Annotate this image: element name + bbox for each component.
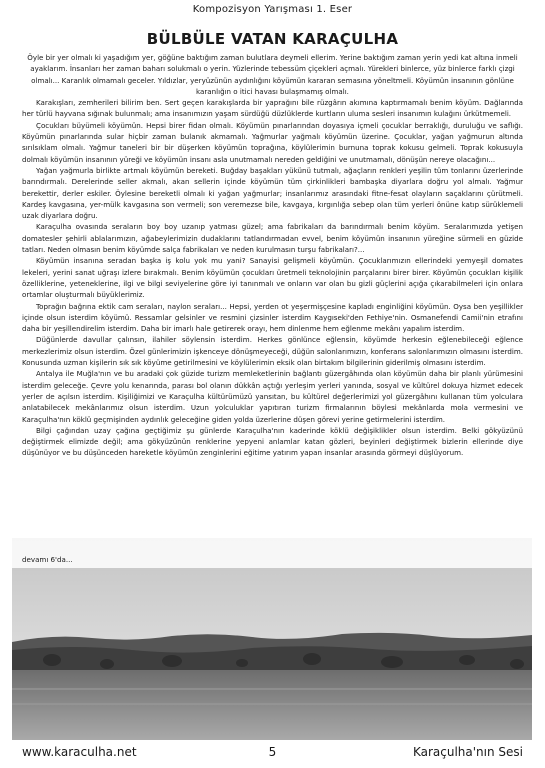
intro-paragraph: Öyle bir yer olmalı ki yaşadığım yer, göğüne baktığım zaman bulutlara deymeli ellerim. Yerine baktığım zaman yerin yedi kat altına inmeli ayaklarım. İnsanları her zaman baharı solukmalı o yerin. Yüzlerinde tebessüm çiçekleri açmalı. Yürekleri binlerce, yüz binlerce farklı çizgi olmalı... Karanlık olmamalı geceler. Yıldızlar, yeryüzünün aydınlığını köyümün kararan semasına yöneltmeli. Köyümün insanının gönlüne karanlığın o itici havası bulaşmamış olmalı. (27, 53, 518, 96)
article-body (22, 52, 523, 459)
text-overlay-band (12, 538, 532, 568)
paragraph: Karakışları, zemherileri bilirim ben. Sert geçen karakışlarda bir yaprağını bile rüzgârın akımına kaptırmamalı benim köyüm. Dağlarında her türlü hayvana sığınak bulunmalı; ama insanımızın yaşam sürdüğü düzlüklerde kurtların uluma sesleri insanımın kulağını ürkütmemeli. (22, 98, 523, 119)
landscape-photo (12, 538, 532, 740)
paragraph: Düğünlerde davullar çalınsın, ilahiler söylensin isterdim. Herkes gönlünce eğlensin, köyümde herkesin eğlenebileceği eğlence merkezlerimiz olsun isterdim. Özel günlerimizin işkenceye dönüşmeyeceği, düğün salonlarımızın, konferans salonlarımızın olmasını isterdim. Konusunda uzman kişilerin sık sık köyüme getirilmesini ve köylülerimin eksik olan birtakım bilgilerinin giderilmiş olmasını isterdim. (22, 335, 523, 368)
landscape-illustration (12, 538, 532, 740)
paragraph: Yağan yağmurla birlikte artmalı köyümün bereketi. Buğday başakları yükünü tutmalı, ağaçların renkleri yeşilin tüm tonlarını üzerlerinde barındırmalı. Derelerinde seller akmalı, akan sellerin içinde köyümün tüm çirkinlikleri bambaşka diyarlara doğru yol almalı. Yağmur berekettir, derler eskiler. Öylesine bereketli olmalı ki yağan yağmurlar; insanlarımız arasındaki fitne-fesat olayların saçaklarını çürütmeli. Kardeş kavgasına, yer-mülk kavgasına son vermeli; son veremezse bile, kavgaya, kırgınlığa sebep olan tüm yerleri önüne katıp sürüklemeli uzak diyarlara doğru. (22, 165, 523, 221)
paragraph: Bilgi çağından uzay çağına geçtiğimiz şu günlerde Karaçulha'nın kaderinde köklü değişiklikler olsun isterdim. Belki gökyüzünü değiştirmek elimizde değil; ama gökyüzünün renklerine yepyeni anlamlar katan gözleri, beyinleri değiştirmek bizlerin ellerinde diye düşünüyor ve bu düşünceden hareketle köyümün zenginlerini eğitime yatırım yapan insanlar arasında görmeyi düşlüyorum. (22, 425, 523, 458)
page-footer (22, 745, 523, 763)
paragraph: Çocukları büyümeli köyümün. Hepsi birer fidan olmalı. Köyümün pınarlarından doyasıya içmeli çocuklar berraklığı, duruluğu ve saflığı. Köyümün pınarlarında sular hiçbir zaman bulanık akmamalı. Yağmurlar yağmalı köyümün üzerine. Çocuklar, yağan yağmurun altında sırılsıklam olmalı. Yağmur taneleri bir bir düşerken köyümün toprağına, köylülerimin burnuna toprak kokusu gelmeli. Toprak kokusuyla dolmalı köyümün insanının yüreği ve köyümün insanı asla unutmamalı nereden geldiğini ve unutmamalı, dönüşün nereye olacağını... (22, 120, 523, 164)
publication-name: Karaçulha'nın Sesi (412, 745, 523, 759)
paragraph: Köyümün insanına seradan başka iş kolu yok mu yani? Sanayisi gelişmeli köyümün. Çocuklarımızın ellerindeki yemyeşil domates lekeleri, yerini sanat uğraşı izlere bırakmalı. Benim köyümün çocukları üretmeli teknolojinin parçalarını birer birer. Köyümün çocukları kişilik özelliklerine, yeteneklerine, ilgi ve bilgi seviyelerine göre iyi tanınmalı ve onların var olan bu gizli güçlerini açığa çıkarabilmeleri için onlara ortamlar oluşturmalı büyüklerimiz. (22, 256, 523, 300)
page-header: Kompozisyon Yarışması 1. Eser (192, 4, 353, 15)
website-link[interactable]: www.karaculha.net (22, 745, 137, 759)
paragraph: Karaçulha ovasında seraların boy boy uzanıp yatması güzel; ama fabrikaları da barındırmalı benim köyüm. Seralarımızda yetişen domatesler şehirli ablalarımızın, ağabeylerimizin dudaklarını tatlandırmadan evvel, benim köyümün insanının yüreğine sürmeli en güzide tatları. Neden olmasın benim köyümde salça fabrikaları ve neden kurulmasın turşu fabrikaları?... (22, 222, 523, 255)
paragraph: Toprağın bağrına ektik cam seraları, naylon seraları... Hepsi, yerden ot yeşermişçesine kapladı enginliğini köyümün. Oysa ben yeşillikler içinde olsun isterdim köyümü. Ressamlar gelsinler ve resmini çizsinler isterdim Kaygıseki'den Fethiye'nin. Osmanefendi Camii'nin etrafını daha bir yeşillendirelim isterdim. Daha bir imarlı hale getirerek orayı, hem dinlenme hem eğlenme mekânı yapalım isterdim. (22, 301, 523, 334)
article-title: BÜLBÜLE VATAN KARAÇULHA (146, 30, 399, 48)
continued-note: devamı 6'da... (22, 555, 73, 564)
page-number: 5 (268, 745, 277, 759)
paragraph: Antalya ile Muğla'nın ve bu aradaki çok güzide turizm memleketlerinin bağlantı güzergâhında olan köyümün daha bir planlı yürümesini isterdim geleceğe. Çevre yolu kenarında, parası bol olanın dükkân açtığı yerleşim yerleri yanında, sosyal ve kültürel dokuya hizmet edecek yerler de açılsın isterdim. Kişiliğimizi ve Karaçulha kültürümüzü yansıtan, bu kültürel değerlerimizi yol güzergâhını kullanan tüm yolculara anlatabilecek mekânlarımız olsun isterdim. Uzun yolculuklar yapıtıran turizm firmalarının böylesi mekânlarda mola vermesini ve Karaçulha'nın köklü geçmişinden aydınlık geleceğine giden yolda üzerlerine düşen görevi yerine getirmelerini isterdim. (22, 369, 523, 424)
